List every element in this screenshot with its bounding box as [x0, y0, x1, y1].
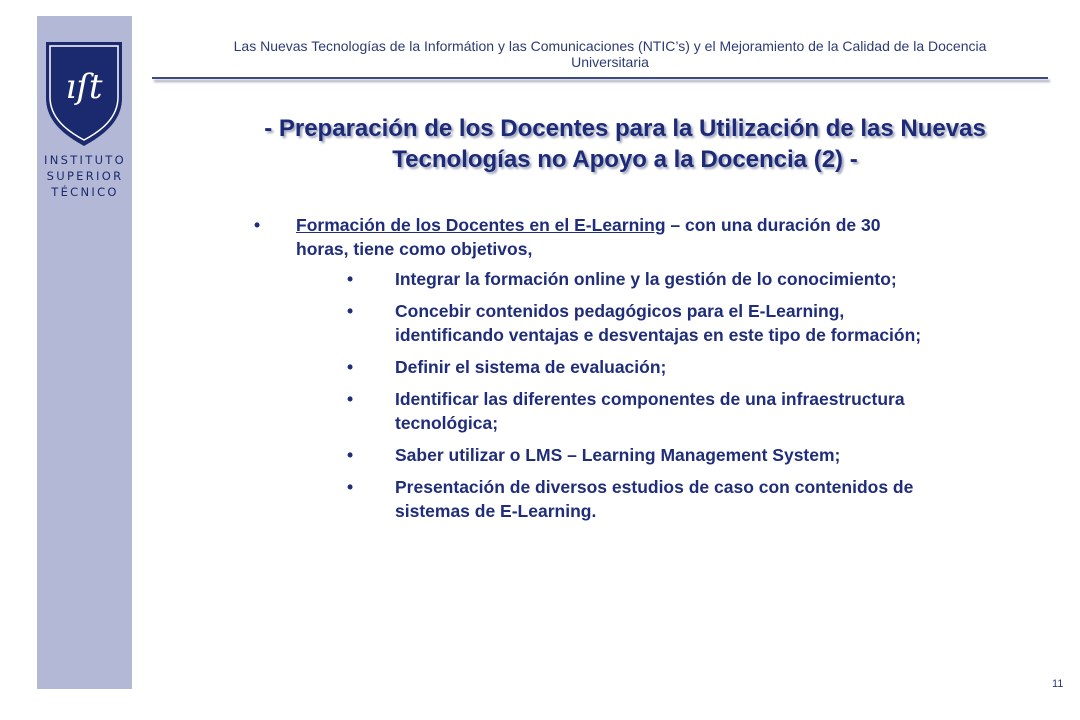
shield-logo-icon [44, 40, 124, 148]
running-header [160, 38, 1060, 70]
objective-item [250, 355, 1060, 379]
slide-content [250, 213, 1060, 531]
course-link[interactable]: Formación de los Docentes en el E-Learning [296, 215, 666, 235]
title-line-1: - Preparación de los Docentes para la Utilización de las Nuevas [264, 115, 986, 142]
logo-wordmark [40, 152, 130, 200]
header-line-1: Las Nuevas Tecnologías de la Informátion y las Comunicaciones (NTIC’s) y el Mejoramiento de la Calidad de la Docencia [233, 38, 987, 54]
main-bullet-item [250, 213, 1060, 261]
bullet-marker: • [254, 215, 261, 235]
objective-text: Integrar la formación online y la gestión de lo conocimiento; [395, 269, 897, 289]
objective-text: Presentación de diversos estudios de caso con contenidos de [395, 477, 914, 497]
main-bullet-text-2: horas, tiene como objetivos, [296, 239, 533, 259]
svg-text:ıſt: ıſt [65, 67, 103, 107]
title-line-2: Tecnologías no Apoyo a la Docencia (2) - [392, 146, 858, 173]
objective-text: Concebir contenidos pedagógicos para el E-Learning, [395, 301, 845, 321]
logo-line-3: TÉCNICO [51, 185, 119, 199]
logo-line-1: INSTITUTO [44, 153, 126, 167]
header-line-2: Universitaria [571, 54, 649, 70]
objective-item [250, 299, 1060, 347]
objective-text: identificando ventajas e desventajas en este tipo de formación; [395, 325, 922, 345]
bullet-marker: • [347, 357, 354, 377]
objective-item [250, 387, 1060, 435]
logo-line-2: SUPERIOR [46, 169, 124, 183]
objectives-list [250, 267, 1060, 523]
objective-text: Saber utilizar o LMS – Learning Management System; [395, 445, 841, 465]
objective-item [250, 475, 1060, 523]
slide-title [180, 113, 1070, 175]
objective-item [250, 443, 1060, 467]
bullet-marker: • [347, 477, 354, 497]
bullet-marker: • [347, 389, 354, 409]
page-number: 11 [1052, 678, 1064, 690]
bullet-marker: • [347, 301, 354, 321]
objective-text: sistemas de E-Learning. [395, 501, 597, 521]
bullet-marker: • [347, 269, 354, 289]
objective-text: Identificar las diferentes componentes de una infraestructura [395, 389, 905, 409]
bullet-marker: • [347, 445, 354, 465]
objective-item [250, 267, 1060, 291]
header-divider [152, 77, 1048, 79]
main-bullet-text-1: – con una duración de 30 [665, 215, 881, 235]
objective-text: Definir el sistema de evaluación; [395, 357, 667, 377]
objective-text: tecnológica; [395, 413, 499, 433]
